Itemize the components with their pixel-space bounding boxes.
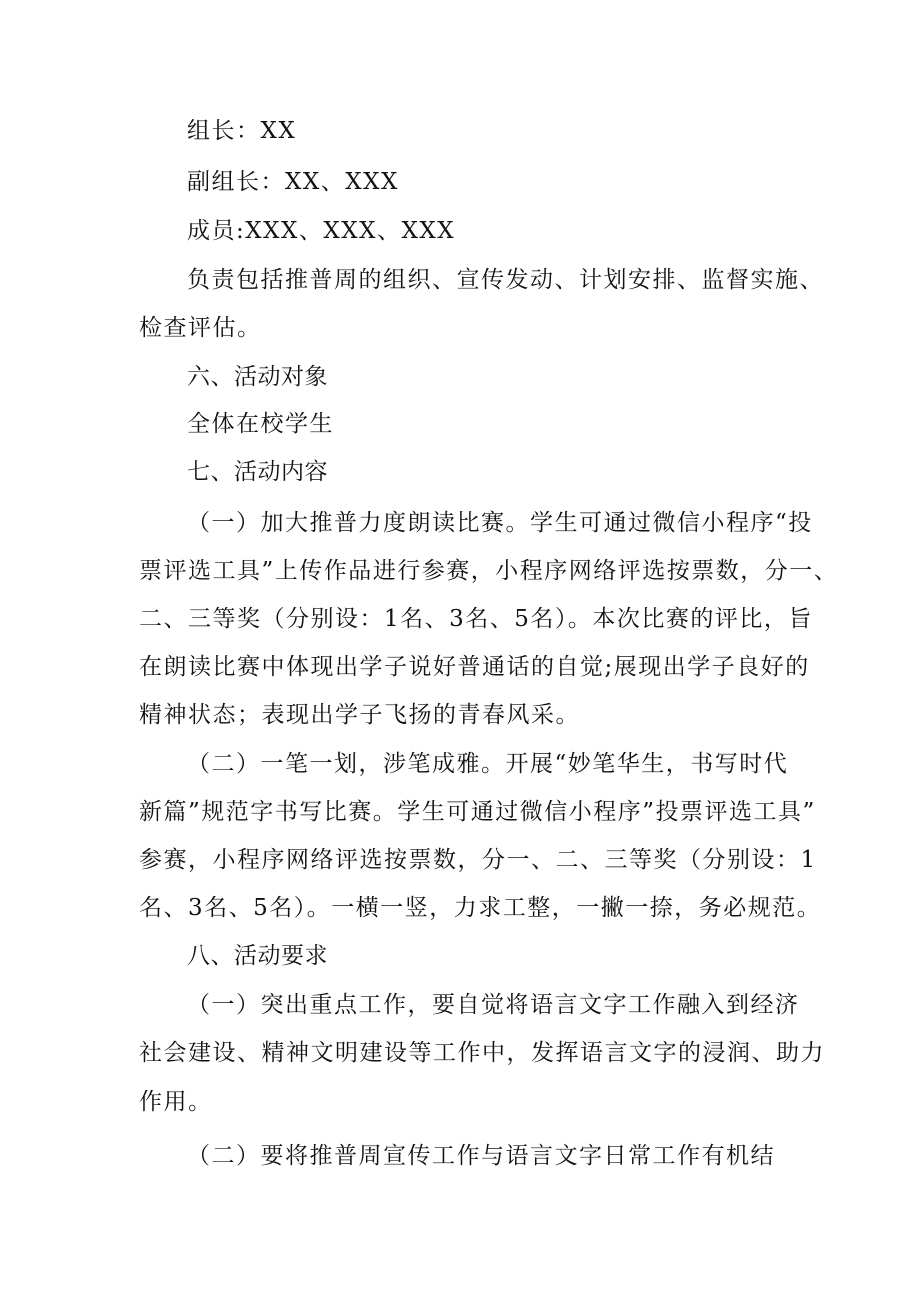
section-7-item-2-line-4: 名、3名、5名）。一横一竖，力求工整，一撇一捺，务必规范。 (139, 895, 822, 921)
section-8-item-2-line-1: （二）要将推普周宣传工作与语言文字日常工作有机结 (187, 1143, 775, 1169)
section-6-text: 全体在校学生 (187, 411, 334, 437)
section-7-item-1-line-1: （一）加大推普力度朗读比赛。学生可通过微信小程序“投 (187, 510, 813, 536)
group-leader-line: 组长：XX (187, 118, 297, 144)
members-line: 成员:XXX、XXX、XXX (187, 218, 456, 244)
section-7-item-1-line-5: 精神状态；表现出学子飞扬的青春风采。 (139, 702, 580, 728)
section-7-heading: 七、活动内容 (187, 459, 328, 485)
section-7-item-1-line-2: 票评选工具”上传作品进行参赛，小程序网络评选按票数，分一、 (139, 558, 839, 584)
section-8-item-1-line-1: （一）突出重点工作，要自觉将语言文字工作融入到经济 (187, 992, 800, 1018)
duties-line-1: 负责包括推普周的组织、宣传发动、计划安排、监督实施、 (187, 267, 824, 293)
deputy-leader-line: 副组长：XX、XXX (187, 169, 399, 195)
section-7-item-2-line-1: （二）一笔一划，涉笔成雅。开展“妙笔华生，书写时代 (187, 751, 789, 777)
section-7-item-1-line-4: 在朗读比赛中体现出学子说好普通话的自觉;展现出学子良好的 (139, 654, 810, 680)
section-6-heading: 六、活动对象 (187, 364, 328, 390)
section-8-heading: 八、活动要求 (187, 943, 328, 969)
section-8-item-1-line-2: 社会建设、精神文明建设等工作中，发挥语言文字的浸润、助力 (139, 1040, 825, 1066)
duties-line-2: 检查评估。 (139, 315, 262, 341)
section-8-item-1-line-3: 作用。 (139, 1089, 213, 1115)
section-7-item-2-line-2: 新篇”规范字书写比赛。学生可通过微信小程序”投票评选工具” (139, 799, 816, 825)
section-7-item-1-line-3: 二、三等奖（分别设：1名、3名、5名）。本次比赛的评比，旨 (139, 606, 813, 632)
section-7-item-2-line-3: 参赛，小程序网络评选按票数，分一、二、三等奖（分别设：1 (139, 847, 817, 873)
